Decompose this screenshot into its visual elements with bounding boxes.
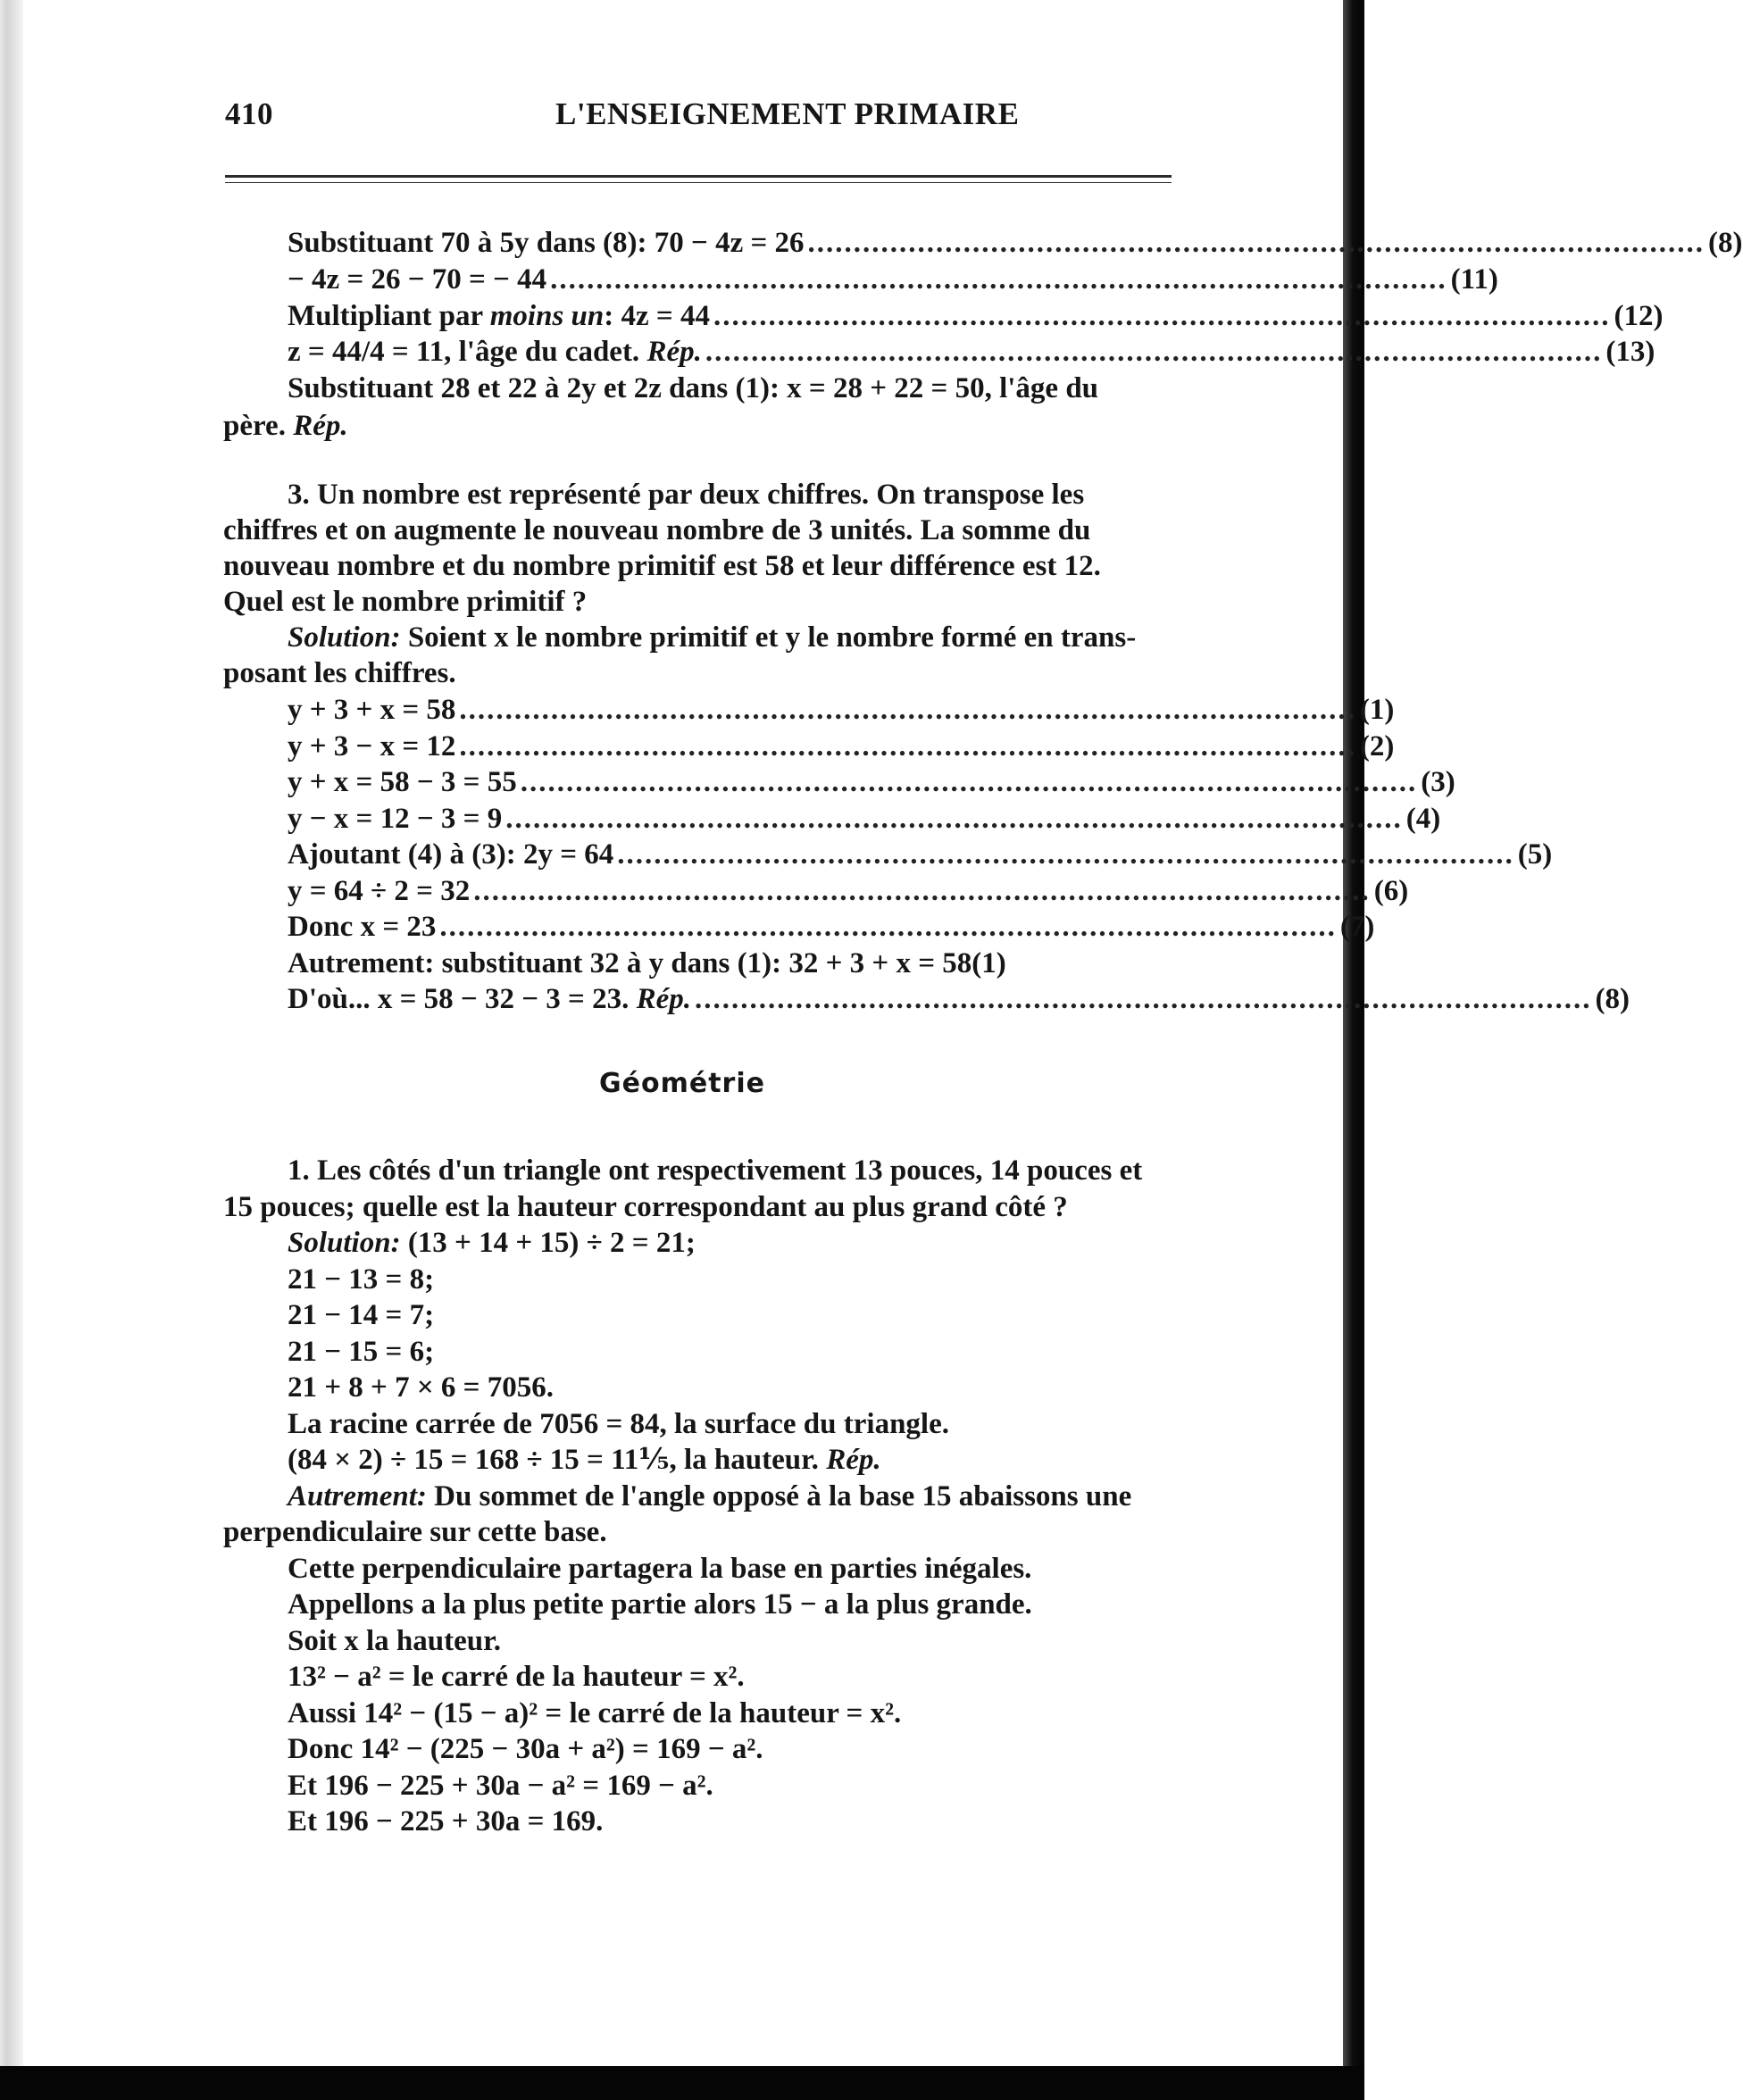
equation-line <box>288 763 1455 801</box>
equation-line <box>288 261 1498 298</box>
leader-dots: .................................................................................................. <box>550 263 1447 296</box>
leader-dots: .................................................................................................. <box>713 300 1611 332</box>
equation-line <box>288 297 1664 335</box>
leader-dots: .................................................................................................. <box>617 838 1514 871</box>
page-header <box>225 96 1149 138</box>
text-line <box>223 407 348 445</box>
calc-line: 21 − 14 = 7; <box>288 1299 435 1331</box>
text-segment: (84 × 2) ÷ 15 = 168 ÷ 15 = 11⅕, la hauteur. <box>288 1444 827 1476</box>
autrement-text: Du sommet de l'angle opposé à la base 15 abaissons une <box>426 1480 1132 1512</box>
equation-text-end: : 4z = 44 <box>604 300 710 332</box>
leader-dots: .................................................................................................. <box>695 983 1592 1015</box>
equation-text: y = 64 ÷ 2 = 32 <box>288 875 471 907</box>
equation-text <box>288 333 702 371</box>
calc-line: Et 196 − 225 + 30a = 169. <box>288 1805 604 1838</box>
header-rule-thin <box>225 182 1172 183</box>
rep-label: Rép. <box>646 336 702 368</box>
page-binding-shadow-left <box>0 0 23 2100</box>
equation-text: Substituant 70 à 5y dans (8): 70 − 4z = 26 <box>288 227 805 259</box>
leader-dots: .................................................................................................. <box>439 911 1337 943</box>
rep-label: Rép. <box>826 1444 881 1476</box>
text-line: Substituant 28 et 22 à 2y et 2z dans (1): x = 28 + 22 = 50, l'âge du <box>288 372 1099 404</box>
page-number: 410 <box>225 96 273 131</box>
equation-line <box>288 728 1395 765</box>
equation-text <box>288 297 710 335</box>
solution-label: Solution: <box>288 1227 401 1259</box>
equation-number: (3) <box>1421 766 1455 798</box>
problem-line: 15 pouces; quelle est la hauteur correspondant au plus grand côté ? <box>223 1191 1068 1223</box>
calc-line: Aussi 14² − (15 − a)² = le carré de la hauteur = x². <box>288 1697 902 1729</box>
equation-number: (6) <box>1373 875 1409 907</box>
problem-line: 3. Un nombre est représenté par deux chiffres. On transpose les <box>288 479 1085 511</box>
equation-text: y + 3 + x = 58 <box>288 694 456 726</box>
calc-line: Donc 14² − (225 − 30a + a²) = 169 − a². <box>288 1733 763 1765</box>
text-line: La racine carrée de 7056 = 84, la surface du triangle. <box>288 1408 949 1440</box>
leader-dots: .................................................................................................. <box>459 730 1356 762</box>
equation-line <box>288 691 1395 729</box>
header-rule <box>225 175 1172 178</box>
equation-text: y − x = 12 − 3 = 9 <box>288 803 503 835</box>
text-line: Autrement: substituant 32 à y dans (1): 32 + 3 + x = 58(1) <box>288 947 1006 979</box>
equation-line <box>288 980 1630 1018</box>
problem-line: 1. Les côtés d'un triangle ont respectivement 13 pouces, 14 pouces et <box>288 1154 1143 1187</box>
leader-dots: .................................................................................................. <box>807 227 1705 259</box>
equation-text <box>288 980 691 1018</box>
equation-number: (4) <box>1405 803 1441 835</box>
solution-line <box>288 1478 1131 1515</box>
equation-line <box>288 224 1743 262</box>
problem-line: posant les chiffres. <box>223 657 456 689</box>
leader-dots: .................................................................................................. <box>705 336 1603 368</box>
solution-text: Soient x le nombre primitif et y le nombre formé en trans- <box>400 621 1137 654</box>
equation-text-start: z = 44/4 = 11, l'âge du cadet. <box>288 336 647 368</box>
text-line: perpendiculaire sur cette base. <box>223 1516 607 1548</box>
text-line: Appellons a la plus petite partie alors 15 − a la plus grande. <box>288 1588 1032 1621</box>
equation-number: (12) <box>1614 300 1664 332</box>
equation-text-start: Multipliant par <box>288 300 490 332</box>
equation-number: (7) <box>1339 911 1375 943</box>
calc-line: 21 + 8 + 7 × 6 = 7056. <box>288 1371 554 1404</box>
leader-dots: .................................................................................................. <box>473 875 1371 907</box>
problem-line: chiffres et on augmente le nouveau nombre de 3 unités. La somme du <box>223 514 1091 546</box>
equation-number: (5) <box>1517 838 1553 871</box>
solution-text: (13 + 14 + 15) ÷ 2 = 21; <box>400 1227 696 1259</box>
calc-line: 21 − 13 = 8; <box>288 1263 435 1296</box>
calc-line: 21 − 15 = 6; <box>288 1336 435 1368</box>
calc-line: 13² − a² = le carré de la hauteur = x². <box>288 1661 745 1693</box>
equation-number: (8) <box>1595 983 1630 1015</box>
equation-text: y + 3 − x = 12 <box>288 730 456 762</box>
solution-line <box>288 619 1136 656</box>
rep-label: Rép. <box>293 410 348 442</box>
equation-number: (1) <box>1359 694 1395 726</box>
equation-line <box>288 836 1553 873</box>
text-line <box>288 1441 881 1479</box>
page-edge-dark-bottom <box>0 2066 1364 2100</box>
leader-dots: .................................................................................................. <box>505 803 1403 835</box>
text-segment: père. <box>223 410 294 442</box>
rep-label: Rép. <box>636 983 691 1015</box>
equation-line <box>288 333 1655 371</box>
equation-number: (13) <box>1605 336 1655 368</box>
equation-text: Donc x = 23 <box>288 911 437 943</box>
equation-text-start: D'où... x = 58 − 32 − 3 = 23. <box>288 983 637 1015</box>
equation-number: (11) <box>1450 263 1498 296</box>
running-title: L'ENSEIGNEMENT PRIMAIRE <box>555 96 1020 131</box>
equation-number: (8) <box>1708 227 1743 259</box>
leader-dots: .................................................................................................. <box>459 694 1356 726</box>
equation-text-italic: moins un <box>489 300 605 332</box>
autrement-label: Autrement: <box>288 1480 427 1512</box>
problem-line: Quel est le nombre primitif ? <box>223 586 588 618</box>
equation-text: Ajoutant (4) à (3): 2y = 64 <box>288 838 614 871</box>
leader-dots: .................................................................................................. <box>520 766 1418 798</box>
solution-line <box>288 1224 696 1262</box>
text-line: Soit x la hauteur. <box>288 1625 501 1657</box>
equation-text: − 4z = 26 − 70 = − 44 <box>288 263 547 296</box>
equation-line <box>288 908 1375 946</box>
equation-number: (2) <box>1359 730 1395 762</box>
solution-label: Solution: <box>288 621 401 654</box>
calc-line: Et 196 − 225 + 30a − a² = 169 − a². <box>288 1770 713 1802</box>
equation-line <box>288 800 1441 838</box>
equation-line <box>288 872 1409 910</box>
problem-line: nouveau nombre et du nombre primitif est 58 et leur différence est 12. <box>223 550 1101 582</box>
text-line: Cette perpendiculaire partagera la base en parties inégales. <box>288 1553 1032 1585</box>
equation-text: y + x = 58 − 3 = 55 <box>288 766 517 798</box>
section-title: Géométrie <box>599 1068 765 1099</box>
